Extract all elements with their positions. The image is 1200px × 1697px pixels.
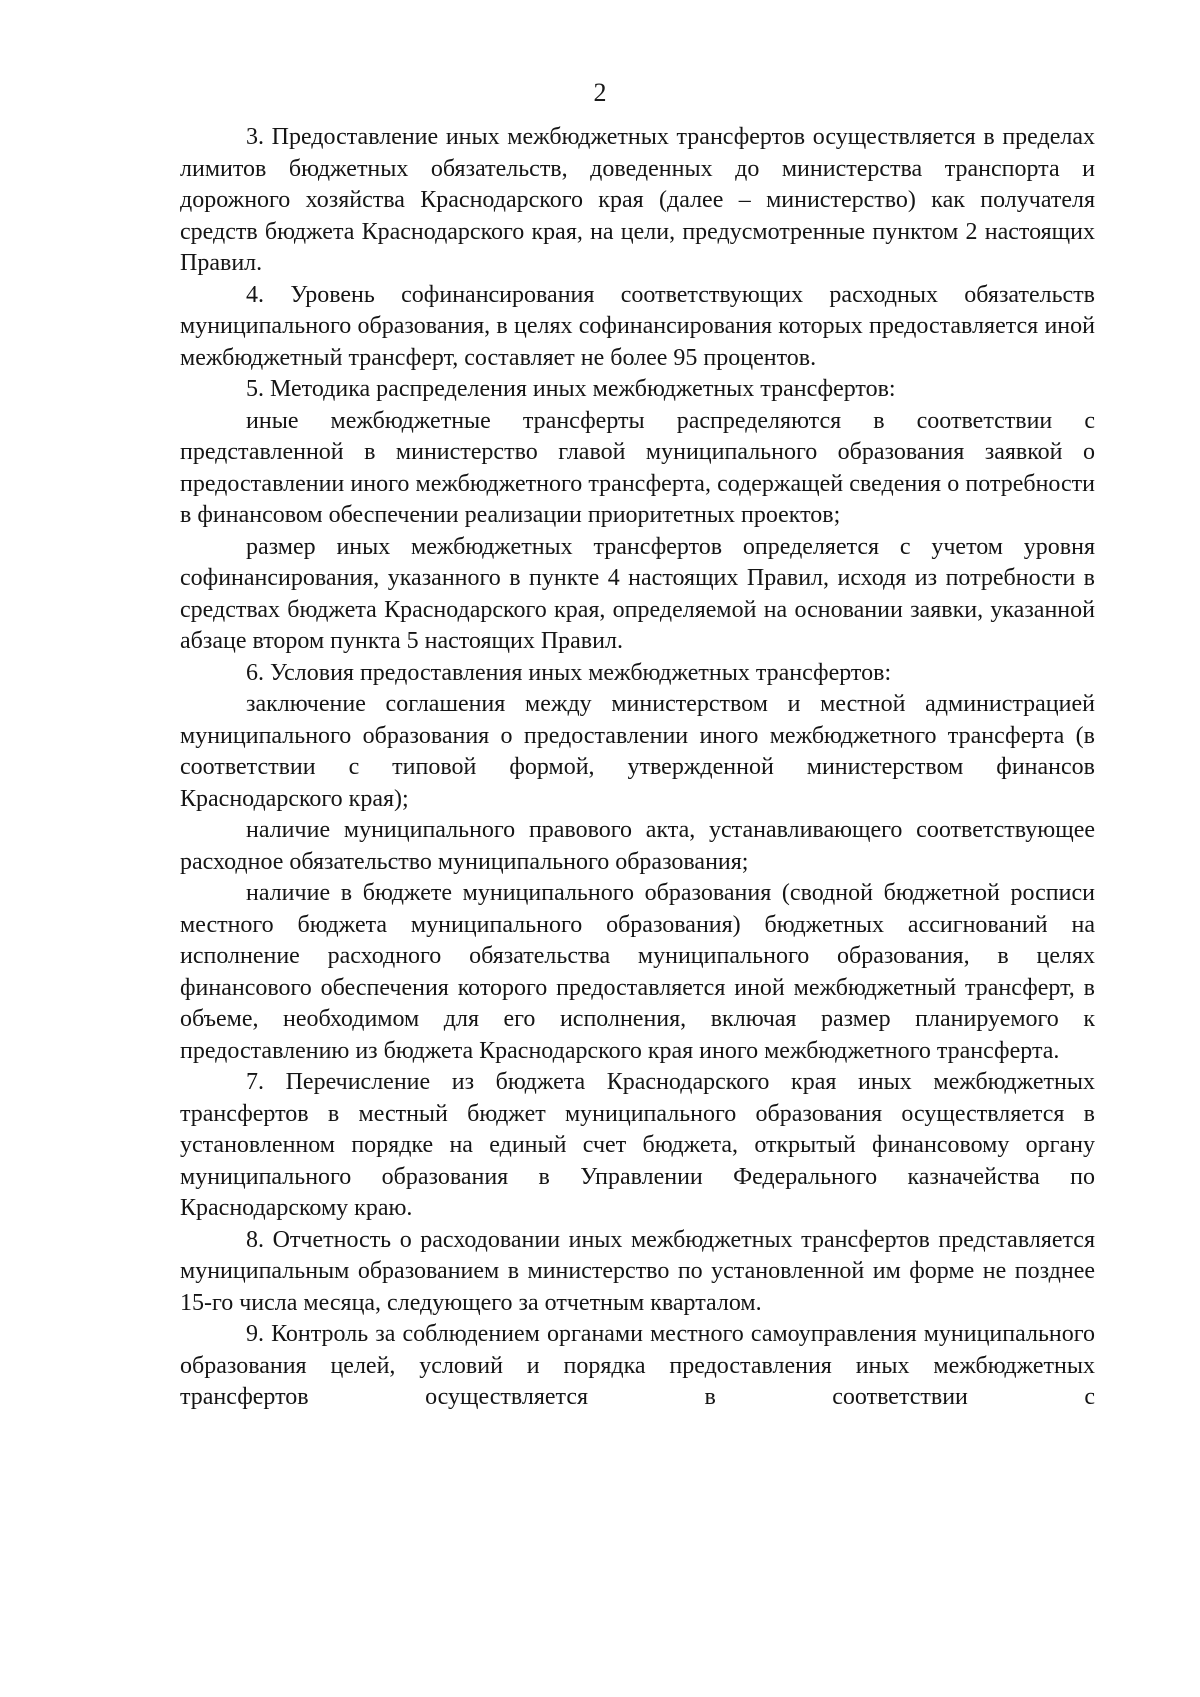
paragraph-5-size: размер иных межбюджетных трансфертов определяется с учетом уровня софинансирования, указанного в пункте 4 настоящих Правил, исходя из потребности в средствах бюджета Краснодарского края, определяемой на основании заявки, указанной абзаце втором пункта 5 настоящих Правил.	[180, 533, 1095, 654]
paragraph-5: 5. Методика распределения иных межбюджетных трансфертов:	[246, 376, 896, 402]
paragraph-7: 7. Перечисление из бюджета Краснодарского края иных межбюджетных трансфертов в местный бюджет муниципального образования осуществляется в установленном порядке на единый счет бюджета, открытый финансовому органу муниципального образования в Управлении Федерального казначейства по Краснодарскому краю.	[180, 1069, 1095, 1221]
paragraph-4: 4. Уровень софинансирования соответствующих расходных обязательств муниципального образования, в целях софинансирования которых предоставляется иной межбюджетный трансферт, составляет не более 95 процентов.	[180, 281, 1095, 371]
page-number: 2	[593, 78, 607, 107]
paragraph-8: 8. Отчетность о расходовании иных межбюджетных трансфертов представляется муниципальным образованием в министерство по установленной им форме не позднее 15-го числа месяца, следующего за отчетным кварталом.	[180, 1226, 1095, 1316]
paragraph-6-agreement: заключение соглашения между министерством и местной администрацией муниципального образования о предоставлении иного межбюджетного трансферта (в соответствии с типовой формой, утвержденной министерством финансов Краснодарского края);	[180, 691, 1095, 812]
paragraph-6-legal-act: наличие муниципального правового акта, устанавливающего соответствующее расходное обязательство муниципального образования;	[180, 817, 1095, 875]
paragraph-6-budget: наличие в бюджете муниципального образования (сводной бюджетной росписи местного бюджета муниципального образования) бюджетных ассигнований на исполнение расходного обязательства муниципального образования, в целях финансового обеспечения которого предоставляется иной межбюджетный трансферт, в объеме, необходимом для его исполнения, включая размер планируемого к предоставлению из бюджета Краснодарского края иного межбюджетного трансферта.	[180, 880, 1095, 1064]
paragraph-9: 9. Контроль за соблюдением органами местного самоуправления муниципального образования целей, условий и порядка предоставления иных межбюджетных трансфертов осуществляется в соответствии с	[180, 1321, 1095, 1410]
document-body	[180, 122, 1095, 1414]
paragraph-5-method: иные межбюджетные трансферты распределяются в соответствии с представленной в министерство главой муниципального образования заявкой о предоставлении иного межбюджетного трансферта, содержащей сведения о потребности в финансовом обеспечении реализации приоритетных проектов;	[180, 407, 1095, 528]
paragraph-3: 3. Предоставление иных межбюджетных трансфертов осуществляется в пределах лимитов бюджетных обязательств, доведенных до министерства транспорта и дорожного хозяйства Краснодарского края (далее – министерство) как получателя средств бюджета Краснодарского края, на цели, предусмотренные пунктом 2 настоящих Правил.	[180, 124, 1095, 276]
paragraph-6: 6. Условия предоставления иных межбюджетных трансфертов:	[246, 659, 892, 686]
